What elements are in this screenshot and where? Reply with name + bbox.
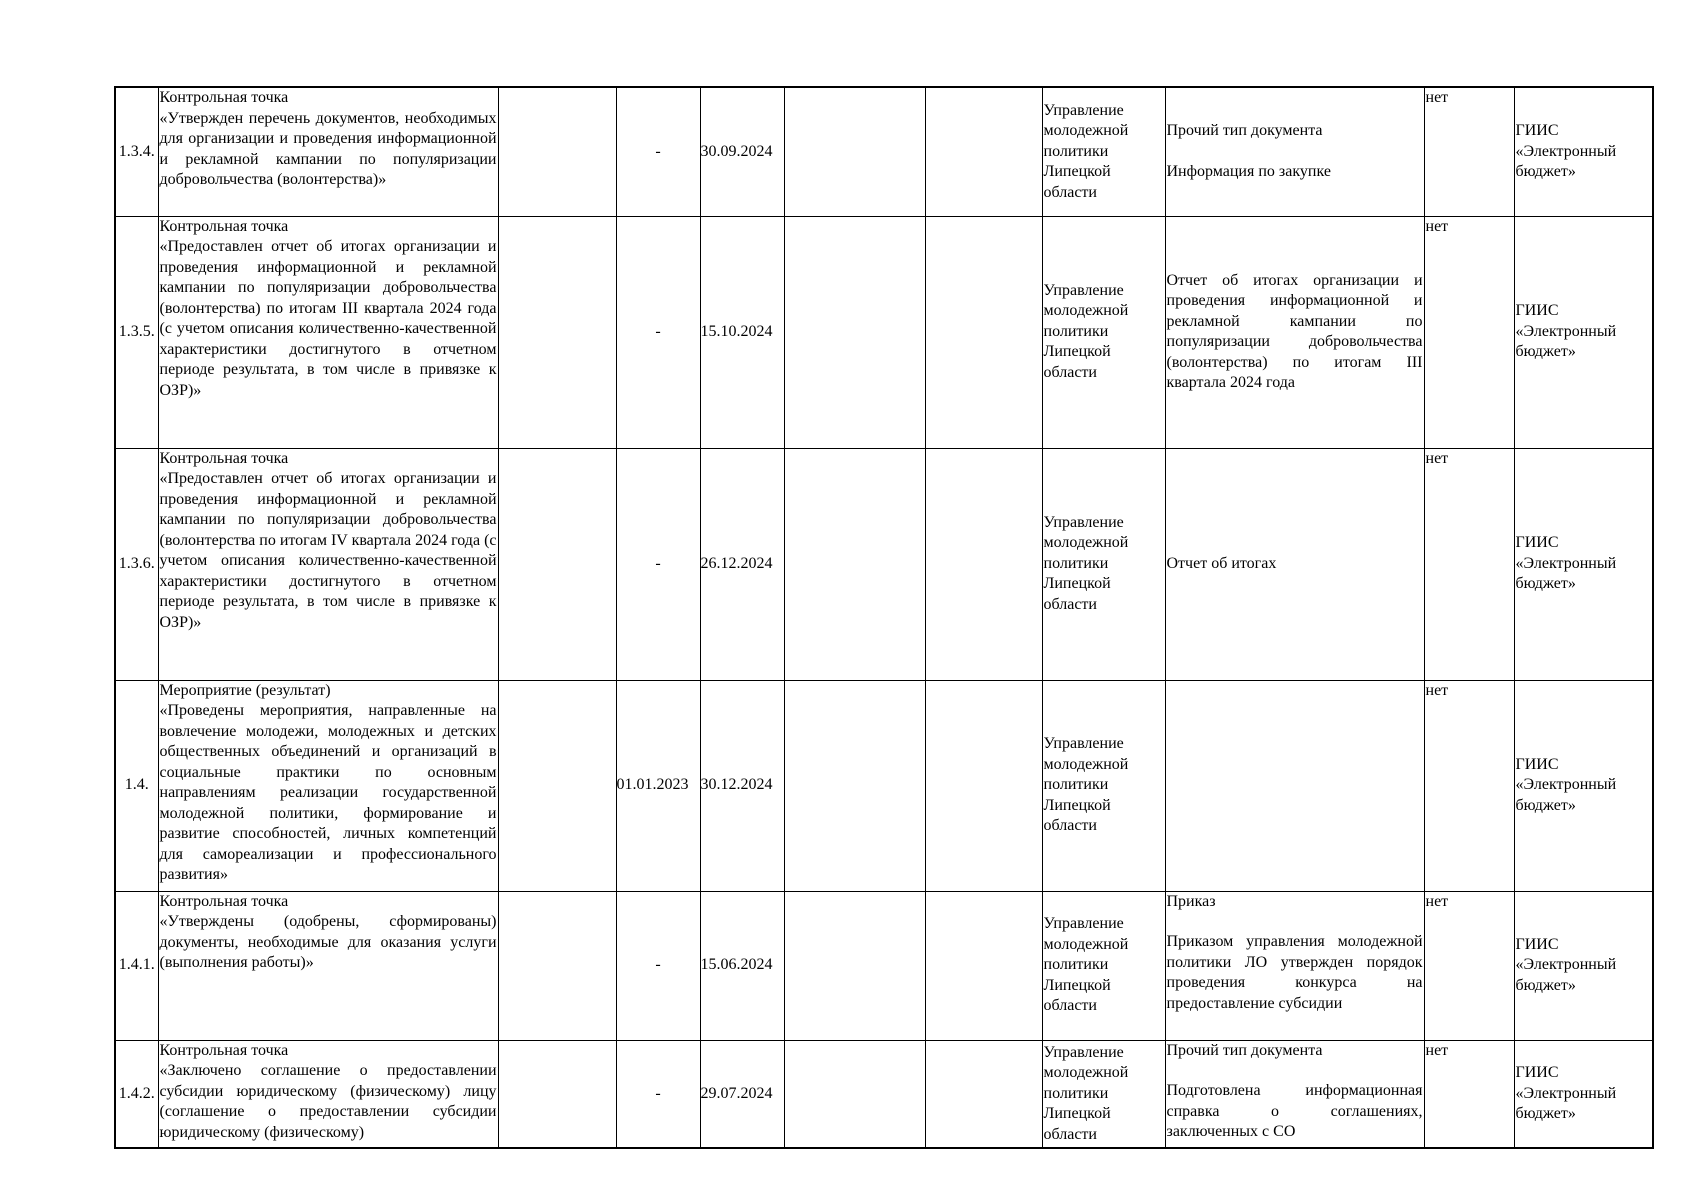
flag-cell: нет bbox=[1424, 87, 1514, 216]
control-points-table bbox=[114, 86, 1654, 1149]
document-info bbox=[1165, 1040, 1424, 1148]
document-type: Прочий тип документа bbox=[1166, 1041, 1323, 1059]
end-date: 26.12.2024 bbox=[700, 448, 784, 680]
end-date: 30.09.2024 bbox=[700, 87, 784, 216]
document-info bbox=[1165, 448, 1424, 680]
empty-cell bbox=[925, 1040, 1042, 1148]
row-description bbox=[158, 448, 498, 680]
empty-cell bbox=[498, 448, 616, 680]
end-date: 29.07.2024 bbox=[700, 1040, 784, 1148]
description-label: Контрольная точка bbox=[159, 217, 289, 235]
start-date: - bbox=[616, 87, 700, 216]
description-text: «Предоставлен отчет об итогах организации и проведения информационной и рекламной кампании по популяризации добровольчества (волонтерства по итогам IV квартала 2024 года (с учетом описания количественно-качественной характеристики достигнутого в отчетном периоде результата, в том числе в привязке к ОЗР)» bbox=[159, 470, 497, 631]
document-type: Прочий тип документа bbox=[1166, 122, 1323, 140]
empty-cell bbox=[784, 680, 925, 891]
description-text: «Заключено соглашение о предоставлении субсидии юридическому (физическому) лицу (соглашение о предоставлении субсидии юридическому (физическому) bbox=[159, 1062, 497, 1141]
table-row bbox=[115, 448, 1653, 680]
system-cell: ГИИС «Электронный бюджет» bbox=[1514, 448, 1653, 680]
empty-cell bbox=[925, 216, 1042, 448]
table-row bbox=[115, 216, 1653, 448]
document-text: Подготовлена информационная справка о соглашениях, заключенных с СО bbox=[1166, 1082, 1423, 1140]
start-date: 01.01.2023 bbox=[616, 680, 700, 891]
empty-cell bbox=[784, 87, 925, 216]
description-label: Контрольная точка bbox=[159, 89, 289, 106]
description-text: «Утвержден перечень документов, необходимых для организации и проведения информационной и рекламной кампании по популяризации добровольчества (волонтерства)» bbox=[159, 109, 497, 188]
document-type: Приказ bbox=[1166, 892, 1216, 910]
empty-cell bbox=[925, 448, 1042, 680]
empty-cell bbox=[925, 87, 1042, 216]
row-number: 1.3.5. bbox=[115, 216, 158, 448]
description-label: Контрольная точка bbox=[159, 892, 289, 910]
description-label: Контрольная точка bbox=[159, 449, 289, 467]
empty-cell bbox=[498, 216, 616, 448]
table-row bbox=[115, 680, 1653, 891]
empty-cell bbox=[925, 891, 1042, 1040]
flag-cell: нет bbox=[1424, 1040, 1514, 1148]
empty-cell bbox=[498, 87, 616, 216]
system-cell: ГИИС «Электронный бюджет» bbox=[1514, 87, 1653, 216]
system-cell: ГИИС «Электронный бюджет» bbox=[1514, 1040, 1653, 1148]
table-row bbox=[115, 87, 1653, 216]
empty-cell bbox=[498, 1040, 616, 1148]
description-label: Контрольная точка bbox=[159, 1041, 289, 1059]
start-date: - bbox=[616, 216, 700, 448]
document-text: Отчет об итогах организации и проведения информационной и рекламной кампании по популяризации добровольчества (волонтерства) по итогам III квартала 2024 года bbox=[1166, 271, 1423, 391]
row-number: 1.4. bbox=[115, 680, 158, 891]
responsible-org: Управление молодежной политики Липецкой области bbox=[1042, 216, 1165, 448]
flag-cell: нет bbox=[1424, 891, 1514, 1040]
document-text: Отчет об итогах bbox=[1166, 554, 1277, 572]
empty-cell bbox=[498, 680, 616, 891]
system-cell: ГИИС «Электронный бюджет» bbox=[1514, 680, 1653, 891]
responsible-org: Управление молодежной политики Липецкой области bbox=[1042, 1040, 1165, 1148]
empty-cell bbox=[784, 216, 925, 448]
responsible-org: Управление молодежной политики Липецкой области bbox=[1042, 448, 1165, 680]
empty-cell bbox=[784, 1040, 925, 1148]
row-number: 1.3.6. bbox=[115, 448, 158, 680]
flag-cell: нет bbox=[1424, 448, 1514, 680]
system-cell: ГИИС «Электронный бюджет» bbox=[1514, 891, 1653, 1040]
end-date: 15.06.2024 bbox=[700, 891, 784, 1040]
row-description bbox=[158, 680, 498, 891]
document-info bbox=[1165, 216, 1424, 448]
row-description bbox=[158, 216, 498, 448]
description-text: «Проведены мероприятия, направленные на вовлечение молодежи, молодежных и детских общественных объединений и организаций в социальные практики по основным направлениям реализации государственной молодежной политики, формирование и развитие способностей, личных компетенций для самореализации и профессионального развития» bbox=[159, 702, 497, 883]
row-number: 1.4.1. bbox=[115, 891, 158, 1040]
document-info bbox=[1165, 87, 1424, 216]
flag-cell: нет bbox=[1424, 680, 1514, 891]
description-text: «Предоставлен отчет об итогах организации и проведения информационной и рекламной кампании по популяризации добровольчества (волонтерства) по итогам III квартала 2024 года (с учетом описания количественно-качественной характеристики достигнутого в отчетном периоде результата, в том числе в привязке к ОЗР)» bbox=[159, 238, 497, 399]
row-number: 1.3.4. bbox=[115, 87, 158, 216]
row-description bbox=[158, 1040, 498, 1148]
document-text: Приказом управления молодежной политики ЛО утвержден порядок проведения конкурса на предоставление субсидии bbox=[1166, 933, 1423, 1012]
document-text: Информация по закупке bbox=[1166, 162, 1331, 180]
end-date: 15.10.2024 bbox=[700, 216, 784, 448]
document-info bbox=[1165, 680, 1424, 891]
table-row bbox=[115, 891, 1653, 1040]
description-text: «Утверждены (одобрены, сформированы) документы, необходимые для оказания услуги (выполнения работы)» bbox=[159, 913, 497, 971]
document-info bbox=[1165, 891, 1424, 1040]
responsible-org: Управление молодежной политики Липецкой области bbox=[1042, 87, 1165, 216]
system-cell: ГИИС «Электронный бюджет» bbox=[1514, 216, 1653, 448]
start-date: - bbox=[616, 1040, 700, 1148]
row-description bbox=[158, 891, 498, 1040]
empty-cell bbox=[925, 680, 1042, 891]
row-number: 1.4.2. bbox=[115, 1040, 158, 1148]
empty-cell bbox=[784, 891, 925, 1040]
end-date: 30.12.2024 bbox=[700, 680, 784, 891]
empty-cell bbox=[498, 891, 616, 1040]
row-description bbox=[158, 87, 498, 216]
table-row bbox=[115, 1040, 1653, 1148]
start-date: - bbox=[616, 891, 700, 1040]
empty-cell bbox=[784, 448, 925, 680]
description-label: Мероприятие (результат) bbox=[159, 681, 331, 699]
flag-cell: нет bbox=[1424, 216, 1514, 448]
responsible-org: Управление молодежной политики Липецкой области bbox=[1042, 891, 1165, 1040]
responsible-org: Управление молодежной политики Липецкой области bbox=[1042, 680, 1165, 891]
start-date: - bbox=[616, 448, 700, 680]
